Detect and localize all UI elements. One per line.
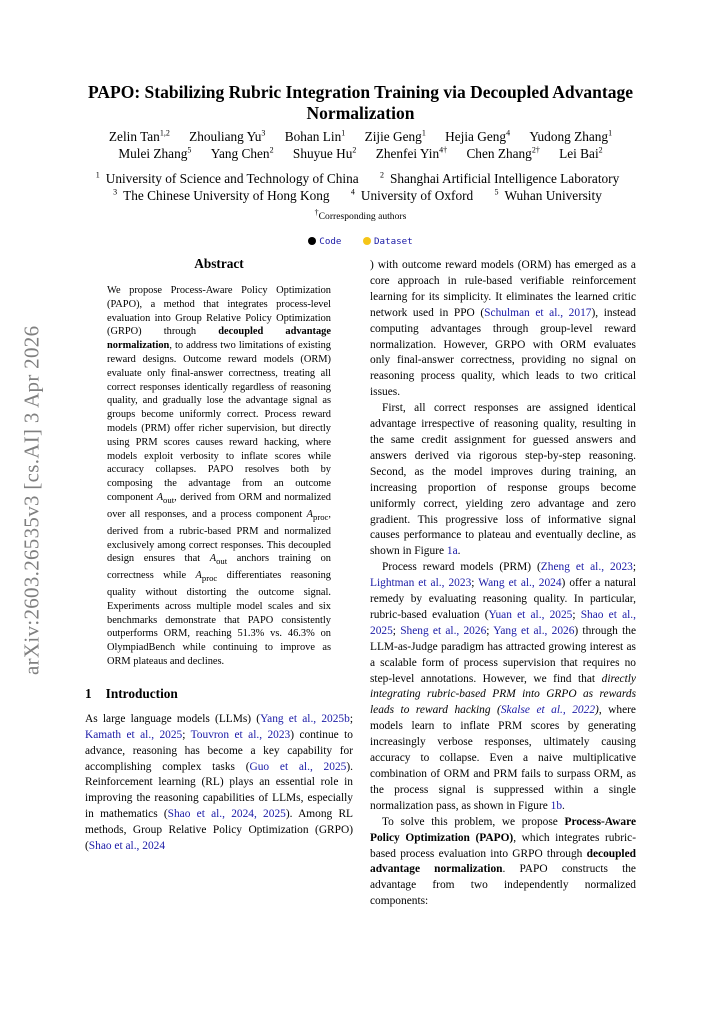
citation[interactable]: Skalse et al., 2022 [500,704,596,717]
author: Chen Zhang$^{2\dagger}$ [466,145,540,161]
citation[interactable]: Shao et al., 2025 [370,608,636,637]
citation[interactable]: Kamath et al., 2025 [85,728,183,741]
affiliation-line-2 [60,187,661,204]
author-line-1 [60,128,661,145]
author: Lei Bai$^2$ [559,145,603,161]
citation[interactable]: Wang et al., 2024 [478,577,562,590]
resource-links [60,236,661,247]
figure-reference[interactable]: 1a [446,545,458,558]
citation[interactable]: Schulman et al., 2017 [484,306,592,319]
citation[interactable]: Zheng et al., 2023 [540,561,633,574]
author: Shuyue Hu$^2$ [292,145,357,161]
citation[interactable]: Lightman et al., 2023 [370,577,472,590]
affiliation: $^3$ The Chinese University of Hong Kong [113,187,330,203]
figure-reference[interactable]: 1b [550,799,563,812]
citation[interactable]: Yang et al., 2026 [493,624,575,637]
author-line-2 [60,145,661,162]
affiliation: $^5$ Wuhan University [494,187,602,203]
author: Hejia Geng$^4$ [445,128,511,144]
author: Zhouliang Yu$^3$ [189,128,266,144]
abstract-text: We propose Process-Aware Policy Optimization (PAPO), a method that integrates process-level evaluation into Group Relative Policy Optimization (GRPO) through decoupled advantage normalization, to address two limitations of existing reward designs. Outcome reward models (ORM) evaluate only final-answer correctness, treating all correct responses identically regardless of reasoning quality, and gradually lose the advantage signal as groups become uniformly correct. Process reward models (PRM) offer richer supervision, but directly using PRM scores causes reward hacking, where models exploit verbosity to inflate scores while accuracy collapses. PAPO resolves both by composing the advantage from an outcome component $A_{out}$, derived from ORM and normalized over all responses, and a process component $A_{proc}$, derived from a rubric-based PRM and normalized exclusively among correct responses. This decoupled design ensures that $A_{out}$ anchors training on correctness while $A_{proc}$ differentiates reasoning quality without distorting the outcome signal. Experiments across multiple model scales and six benchmarks demonstrate that PAPO consistently outperforms ORM, reaching 51.3% vs. 46.3% on OlympiadBench while continuing to improve as ORM plateaus and declines. [107,285,332,668]
intro-paragraph-4: To solve this problem, we propose Process-Aware Policy Optimization (PAPO), which integrates rubric-based process evaluation into GRPO through decoupled advantage normalization. PAPO constructs the advantage from two independently normalized components: [370,815,636,908]
abstract-heading: Abstract [194,256,244,271]
author: Yang Chen$^2$ [210,145,274,161]
corresponding-note: †Corresponding authors [314,207,407,222]
intro-paragraph-3: Process reward models (PRM) (Zheng et al., 2023; Lightman et al., 2023; Wang et al., 2024) offer a natural remedy by evaluating reasoning quality. In particular, rubric-based evaluation (Yuan et al., 2025; Shao et al., 2025; Sheng et al., 2026; Yang et al., 2026) through the LLM-as-Judge paradigm has attracted growing interest as a scalable form of process supervision that requires no step-level annotations. However, we find that directly integrating rubric-based PRM into GRPO as rewards leads to reward hacking (Skalse et al., 2022), where models learn to inflate PRM scores by generating increasingly verbose responses, ultimately causing accuracy to collapse. Even a naive multiplicative combination of ORM and PRM fails to surpass ORM, as the process signal is suppressed within a single normalization pass, as shown in Figure 1b. [370,561,637,812]
affiliations [60,170,661,204]
author: Zhenfei Yin$^{4\dagger}$ [375,145,448,161]
citation[interactable]: Sheng et al., 2026 [400,624,487,637]
right-column [370,258,636,910]
paper-title: PAPO: Stabilizing Rubric Integration Training via Decoupled Advantage Normalization [88,82,633,123]
author: Mulei Zhang$^5$ [118,145,192,161]
author: Zijie Geng$^1$ [364,128,426,144]
citation[interactable]: Yuan et al., 2025 [488,608,573,621]
author: Bohan Lin$^1$ [284,128,346,144]
citation[interactable]: Yang et al., 2025b [260,712,350,725]
citation[interactable]: Shao et al., 2024, 2025 [167,808,286,821]
dataset-link[interactable]: Dataset [363,236,413,247]
author: Yudong Zhang$^1$ [529,128,613,144]
affiliation-line-1 [60,170,661,187]
section-heading-introduction: 1 Introduction [85,685,178,701]
affiliation: $^2$ Shanghai Artificial Intelligence Laboratory [379,170,620,186]
citation[interactable]: Guo et al., 2025 [249,760,347,773]
intro-paragraph-1-continued: ) with outcome reward models (ORM) has emerged as a core approach in rule-based verifiable reinforcement learning for its simplicity. It eliminates the learned critic network used in PPO (Schulman et al., 2017), instead computing advantages through group-level reward normalization. However, GRPO with ORM evaluates only final-answer correctness, providing no signal on reasoning process quality, which leads to two critical issues. [370,259,636,399]
affiliation: $^1$ University of Science and Technology of China [95,170,359,186]
author-list [60,128,661,162]
author: Zelin Tan$^{1,2}$ [108,128,170,144]
intro-paragraph-1: As large language models (LLMs) (Yang et al., 2025b; Kamath et al., 2025; Touvron et al., 2023) continue to advance, reasoning has become a key capability for accomplishing complex tasks (Guo et al., 2025). Reinforcement learning (RL) plays an essential role in improving the reasoning capabilities of LLMs, especially in mathematics (Shao et al., 2024, 2025). Among RL methods, Group Relative Policy Optimization (GRPO) (Shao et al., 2024 [85,712,354,853]
huggingface-icon [363,237,371,245]
intro-paragraph-2: First, all correct responses are assigned identical advantage irrespective of reasoning quality, resulting in the same credit assignment for guessed answers and answers derived via rigorous step-by-step reasoning. Second, as the model improves during training, an increasing proportion of response groups become uniformly correct, yielding zero advantage and zero gradient. This progressive loss of informative signal causes performance to plateau and eventually decline, as shown in Figure 1a. [370,402,636,558]
left-column [85,256,353,855]
affiliation: $^4$ University of Oxford [350,187,474,203]
citation[interactable]: Touvron et al., 2023 [190,728,291,741]
arxiv-stamp: arXiv:2603.26535v3 [cs.AI] 3 Apr 2026 [19,325,44,675]
citation[interactable]: Shao et al., 2024 [88,840,166,853]
github-icon [308,237,316,245]
code-link[interactable]: Code [308,236,341,247]
